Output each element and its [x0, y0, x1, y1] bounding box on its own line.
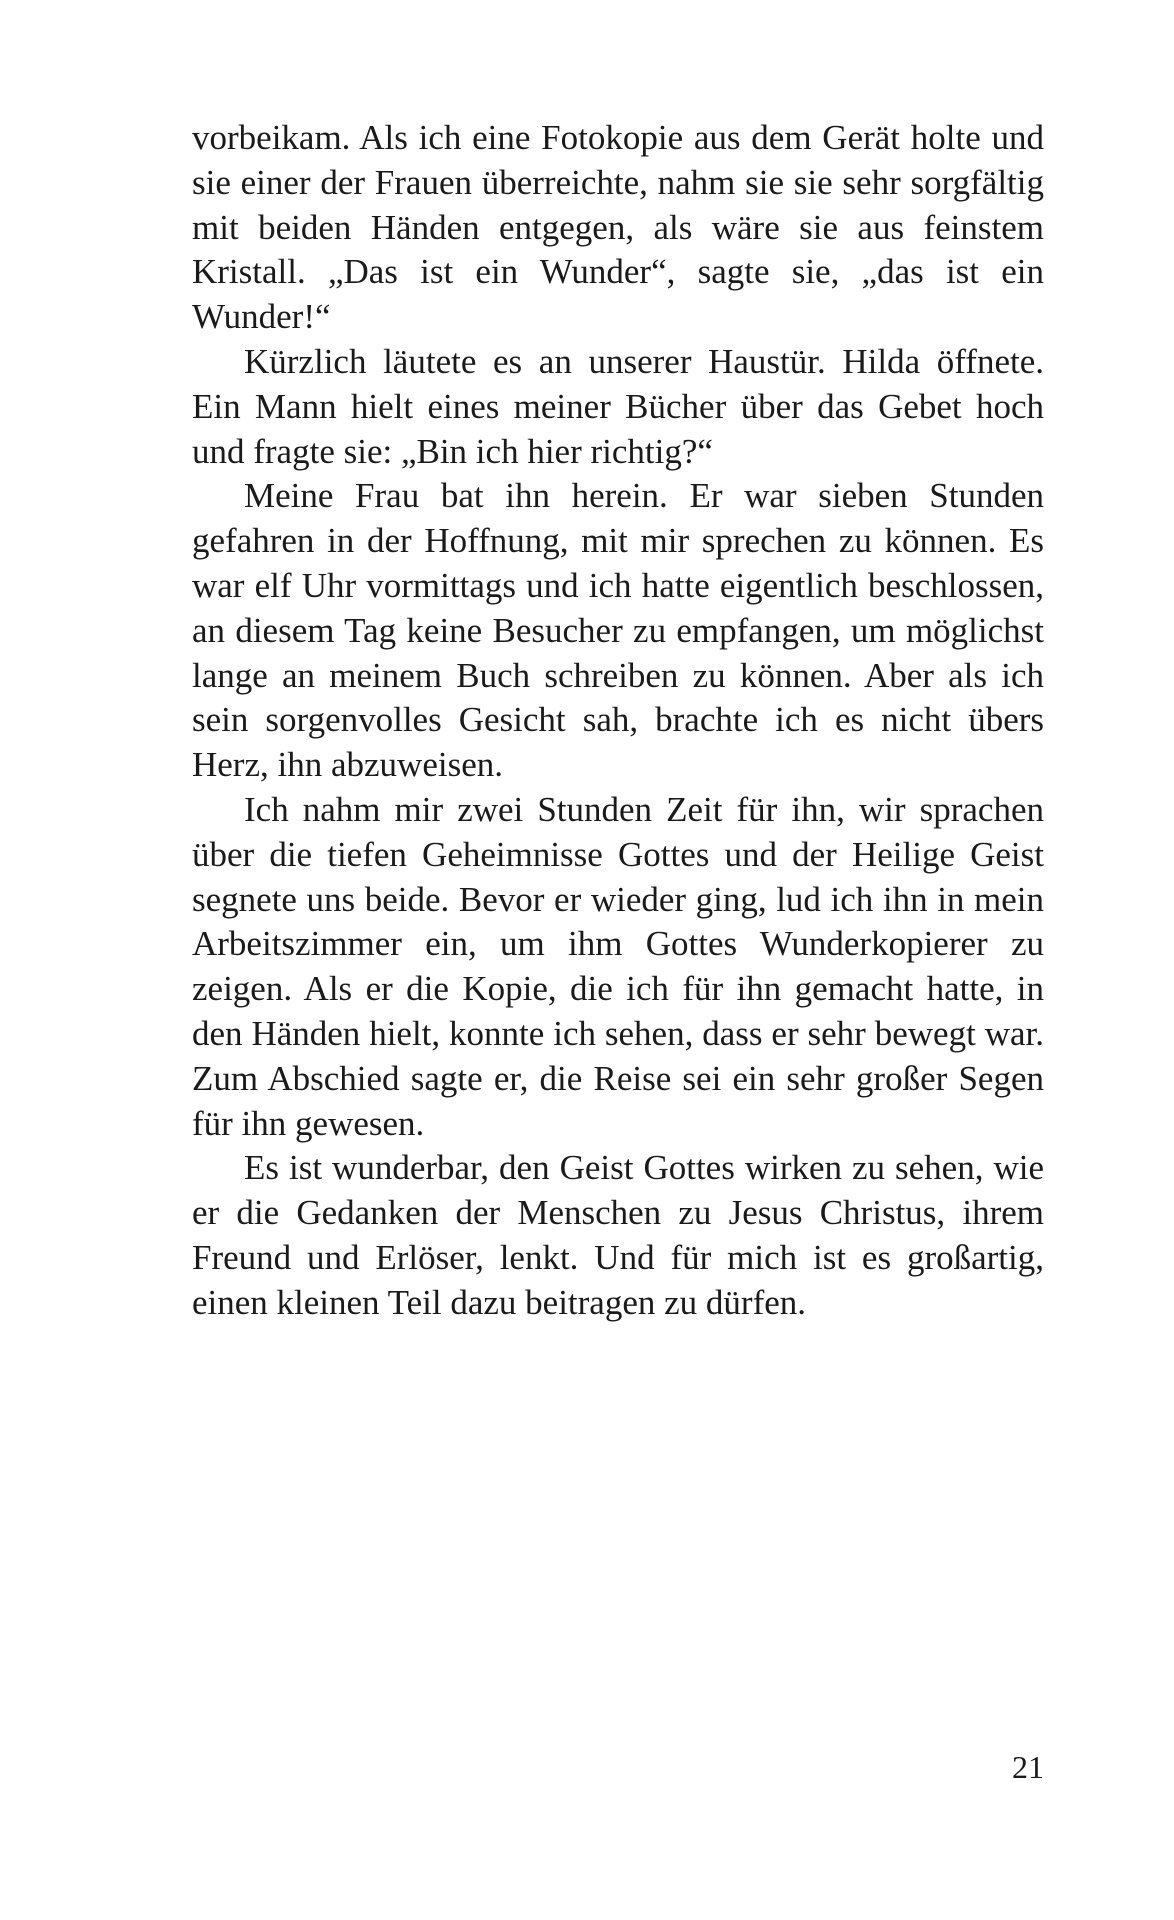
body-text [192, 116, 1044, 1326]
paragraph-4: Ich nahm mir zwei Stunden Zeit für ihn, wir sprachen über die tiefen Geheimnisse Gottes und der Heilige Geist segnete uns beide. Bevor er wieder ging, lud ich ihn in mein Arbeitszimmer ein, um ihm Gottes Wunderkopierer zu zeigen. Als er die Kopie, die ich für ihn gemacht hatte, in den Händen hielt, konnte ich sehen, dass er sehr bewegt war. Zum Abschied sagte er, die Reise sei ein sehr großer Segen für ihn gewesen. [192, 789, 1044, 1143]
paragraph-2: Kürzlich läutete es an unserer Haustür. Hilda öffnete. Ein Mann hielt eines meiner Bücher über das Gebet hoch und fragte sie: „Bin ich hier richtig?“ [192, 341, 1044, 471]
page-number: 21 [1012, 1749, 1044, 1785]
paragraph-1: vorbeikam. Als ich eine Fotokopie aus dem Gerät holte und sie einer der Frauen überreichte, nahm sie sie sehr sorgfältig mit beiden Händen entgegen, als wäre sie aus feinstem Kristall. „Das ist ein Wunder“, sagte sie, „das ist ein Wunder!“ [192, 118, 1044, 337]
paragraph-5: Es ist wunderbar, den Geist Gottes wirken zu sehen, wie er die Gedanken der Menschen zu Jesus Christus, ihrem Freund und Erlöser, lenkt. Und für mich ist es großartig, einen kleinen Teil dazu beitragen zu dürfen. [192, 1148, 1044, 1322]
paragraph-3: Meine Frau bat ihn herein. Er war sieben Stunden gefahren in der Hoffnung, mit mir sprechen zu können. Es war elf Uhr vormittags und ich hatte eigentlich beschlossen, an diesem Tag keine Besucher zu empfangen, um möglichst lange an meinem Buch schreiben zu können. Aber als ich sein sorgenvolles Gesicht sah, brachte ich es nicht übers Herz, ihn abzuweisen. [192, 476, 1044, 785]
